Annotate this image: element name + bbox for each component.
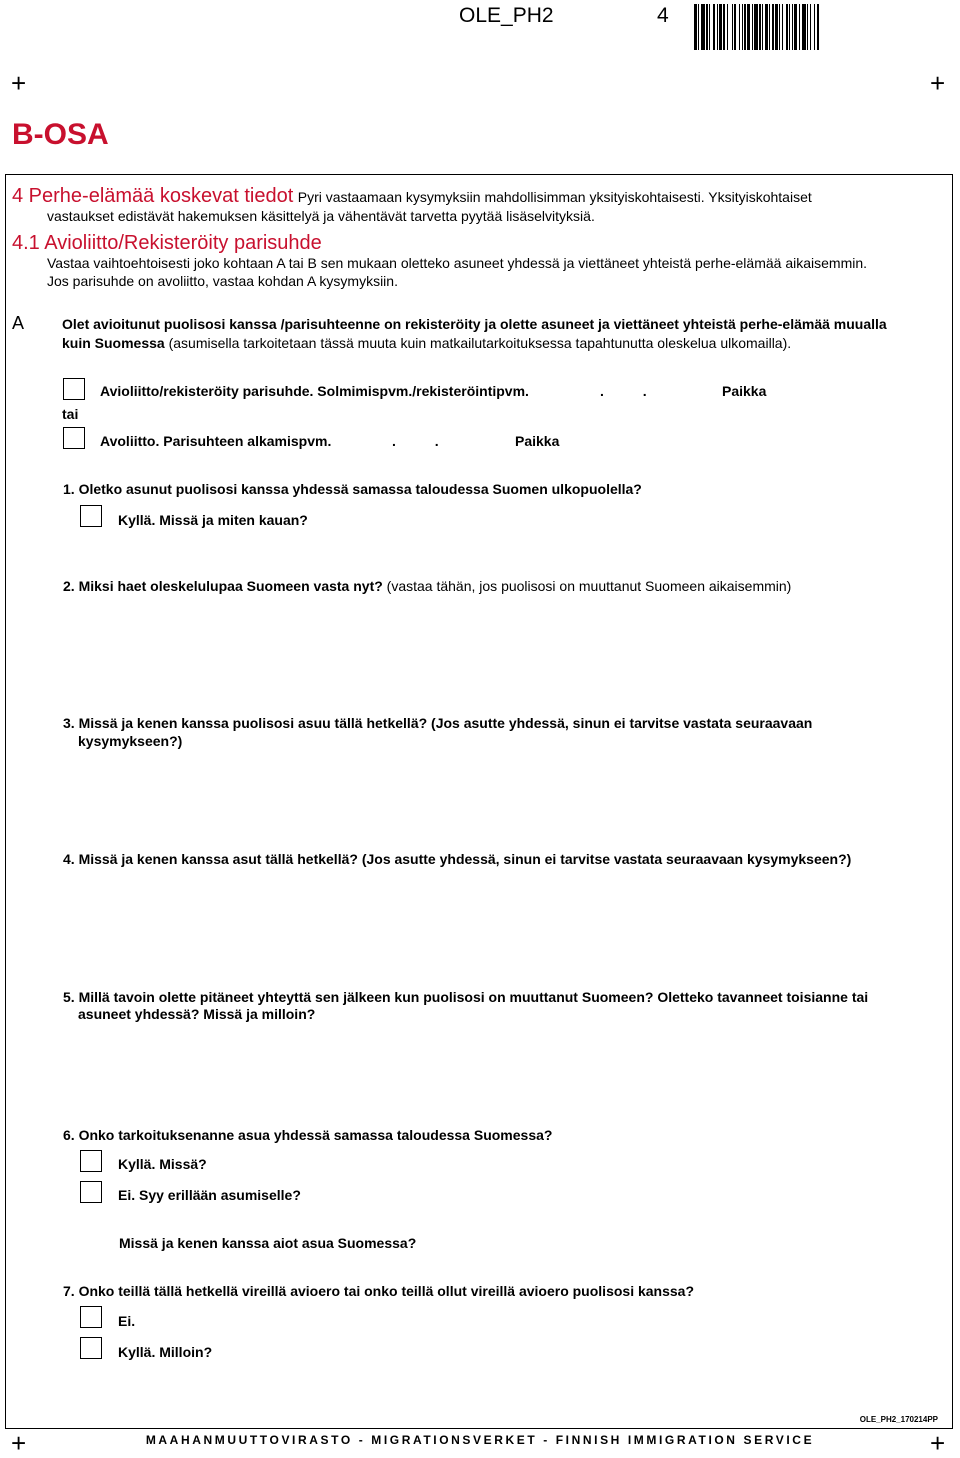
question-3-cont: kysymykseen?) xyxy=(78,733,183,749)
part-a-question-bold: kuin Suomessa xyxy=(62,335,165,351)
q6-no-checkbox[interactable] xyxy=(80,1181,102,1203)
barcode-icon xyxy=(694,4,950,50)
marriage-place-label: Paikka xyxy=(722,383,767,399)
q7-no-checkbox[interactable] xyxy=(80,1306,102,1328)
part-title: B-OSA xyxy=(12,118,109,151)
question-2 xyxy=(63,578,791,594)
page-number: 4 xyxy=(657,4,669,27)
section-4-intro: Pyri vastaamaan kysymyksiin mahdollisimman yksityiskohtaisesti. Yksityiskohtaiset xyxy=(297,189,812,205)
q7-yes-checkbox[interactable] xyxy=(80,1337,102,1359)
marriage-option-label: Avioliitto/rekisteröity parisuhde. Solmimispvm./rekisteröintipvm. xyxy=(100,383,529,399)
question-2-note: (vastaa tähän, jos puolisosi on muuttanut Suomeen aikaisemmin) xyxy=(386,578,792,594)
section-4-1-title: 4.1 Avioliitto/Rekisteröity parisuhde xyxy=(12,232,322,254)
footer-form-code: OLE_PH2_170214PP xyxy=(859,1415,938,1424)
cohabitation-option-label: Avoliitto. Parisuhteen alkamispvm. xyxy=(100,433,332,449)
part-a-question: Olet avioitunut puolisosi kanssa /parisuhteenne on rekisteröity ja olette asuneet ja viettäneet yhteistä perhe-elämää muualla xyxy=(62,316,887,332)
question-3: 3. Missä ja kenen kanssa puolisosi asuu tällä hetkellä? (Jos asutte yhdessä, sinun ei tarvitse vastata seuraavaan xyxy=(63,715,813,731)
question-5-cont: asuneet yhdessä? Missä ja milloin? xyxy=(78,1006,316,1022)
section-4-title: 4 Perhe-elämää koskevat tiedot xyxy=(12,185,294,207)
part-a-question-note: (asumisella tarkoitetaan tässä muuta kuin matkailutarkoituksessa tapahtunutta oleskelua ulkomailla). xyxy=(168,335,792,351)
marriage-date-separators: . . xyxy=(600,383,647,399)
footer-agency: MAAHANMUUTTOVIRASTO - MIGRATIONSVERKET - FINNISH IMMIGRATION SERVICE xyxy=(145,1433,815,1447)
plus-icon: + xyxy=(930,68,946,98)
q6-yes-checkbox[interactable] xyxy=(80,1150,102,1172)
cohabitation-checkbox[interactable] xyxy=(63,427,85,449)
q6-follow-up: Missä ja kenen kanssa aiot asua Suomessa? xyxy=(119,1235,417,1251)
section-4-header xyxy=(12,185,812,208)
or-label: tai xyxy=(62,406,79,422)
plus-icon: + xyxy=(930,1428,946,1458)
plus-icon: + xyxy=(11,1428,27,1458)
section-4-intro-cont: vastaukset edistävät hakemuksen käsittelyä ja vähentävät tarvetta pyytää lisäselvityksiä. xyxy=(47,208,595,224)
cohabitation-place-label: Paikka xyxy=(515,433,560,449)
question-2-text: 2. Miksi haet oleskelulupaa Suomeen vasta nyt? xyxy=(63,578,383,594)
q7-no-label: Ei. xyxy=(118,1313,136,1329)
cohabitation-date-separators: . . xyxy=(392,433,439,449)
q1-yes-checkbox[interactable] xyxy=(80,505,102,527)
part-a-letter: A xyxy=(12,313,25,333)
question-6: 6. Onko tarkoituksenanne asua yhdessä samassa taloudessa Suomessa? xyxy=(63,1127,553,1143)
section-4-1-text-2: Jos parisuhde on avoliitto, vastaa kohdan A kysymyksiin. xyxy=(47,273,398,289)
form-code: OLE_PH2 xyxy=(459,4,554,27)
q6-no-label: Ei. Syy erillään asumiselle? xyxy=(118,1187,301,1203)
q1-yes-label: Kyllä. Missä ja miten kauan? xyxy=(118,512,308,528)
marriage-checkbox[interactable] xyxy=(63,378,85,400)
question-4: 4. Missä ja kenen kanssa asut tällä hetkellä? (Jos asutte yhdessä, sinun ei tarvitse vastata seuraavaan kysymykseen?) xyxy=(63,851,852,867)
section-4-1-text: Vastaa vaihtoehtoisesti joko kohtaan A tai B sen mukaan oletteko asuneet yhdessä ja viettäneet yhteistä perhe-elämää aikaisemmin. xyxy=(47,255,868,271)
part-a-question-cont xyxy=(62,335,791,351)
question-5: 5. Millä tavoin olette pitäneet yhteyttä sen jälkeen kun puolisosi on muuttanut Suomeen? Oletteko tavanneet toisianne tai xyxy=(63,989,869,1005)
question-1: 1. Oletko asunut puolisosi kanssa yhdessä samassa taloudessa Suomen ulkopuolella? xyxy=(63,481,642,497)
q6-yes-label: Kyllä. Missä? xyxy=(118,1156,207,1172)
q7-yes-label: Kyllä. Milloin? xyxy=(118,1344,213,1360)
question-7: 7. Onko teillä tällä hetkellä vireillä avioero tai onko teillä ollut vireillä avioero puolisosi kanssa? xyxy=(63,1283,695,1299)
plus-icon: + xyxy=(11,68,27,98)
